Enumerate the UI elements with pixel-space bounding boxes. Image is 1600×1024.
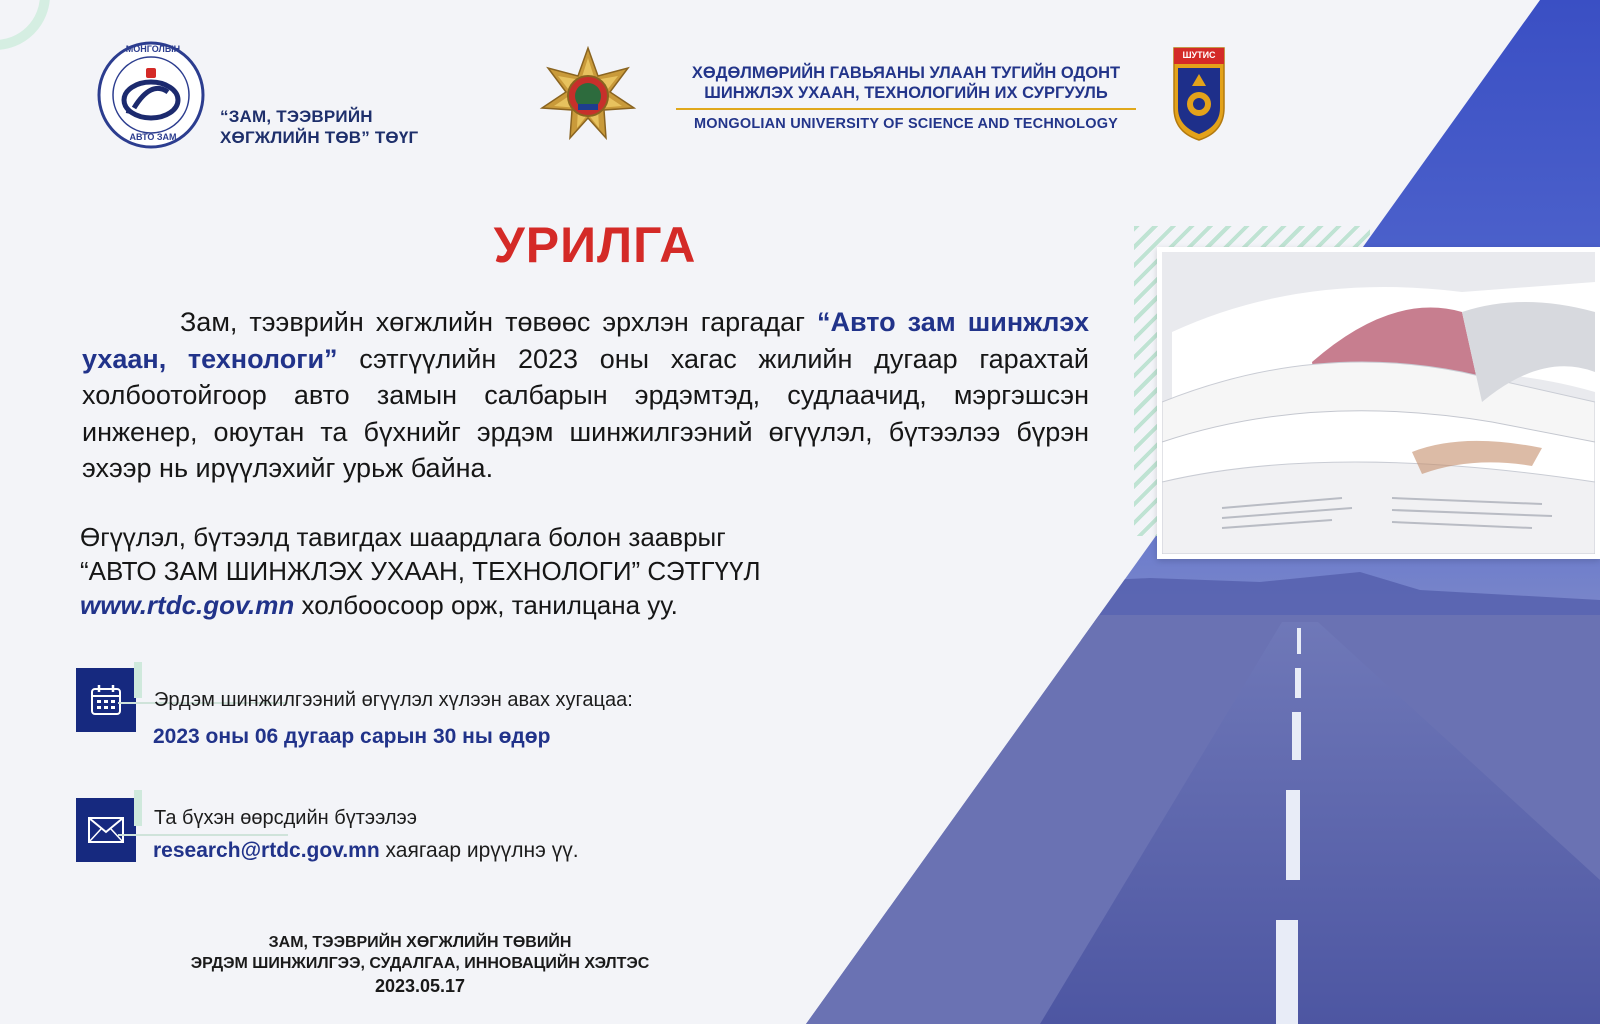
requirements-block [80,520,860,622]
university-line2: ШИНЖЛЭХ УХААН, ТЕХНОЛОГИЙН ИХ СУРГУУЛЬ [704,84,1108,102]
order-medal-icon [536,46,640,142]
magazines-image [1162,252,1595,554]
submission-rest: хаягаар ирүүлнэ үү. [379,839,579,862]
submission-email[interactable]: research@rtdc.gov.mn [153,839,380,862]
submission-divider [118,834,288,836]
submission-icon-box [76,798,136,862]
logo-ring-text-top: МОНГОЛЫН [125,44,181,54]
submission-label: Та бүхэн өөрсдийн бүтээлээ [154,807,417,829]
university-title [676,63,1136,133]
envelope-icon [87,816,125,844]
requirements-line2: “АВТО ЗАМ ШИНЖЛЭХ УХААН, ТЕХНОЛОГИ” СЭТГҮҮЛ [80,556,761,586]
shield-label: ШУТИС [1182,50,1216,60]
paragraph-part1: Зам, тээврийн хөгжлийн төвөөс эрхлэн гаргадаг [180,307,818,337]
footer-date: 2023.05.17 [374,976,466,996]
journal-name: “Авто зам шинжлэх ухаан, технологи” [82,307,1089,374]
university-line3: MONGOLIAN UNIVERSITY OF SCIENCE AND TECHNOLOGY [693,116,1119,132]
footer [150,932,690,998]
website-link[interactable]: www.rtdc.gov.mn [80,590,295,620]
rtdc-caption [220,106,480,148]
deadline-accent [134,662,142,698]
footer-line1: ЗАМ, ТЭЭВРИЙН ХӨГЖЛИЙН ТӨВИЙН [268,934,572,951]
page-title: УРИЛГА [493,217,697,273]
university-rule [676,108,1136,110]
magazines-photo [1157,247,1600,559]
submission-value [153,838,579,864]
requirements-line3 [80,588,860,622]
deadline-date: 2023 оны 06 дугаар сарын 30 ны өдөр [153,725,551,748]
invitation-paragraph [82,304,1089,487]
deadline-label: Эрдэм шинжилгээний өгүүлэл хүлээн авах хугацаа: [154,689,633,711]
logo-ring-text-bottom: АВТО ЗАМ [129,132,177,142]
calendar-icon [89,683,123,717]
submission-accent [134,790,142,826]
university-line1: ХӨДӨЛМӨРИЙН ГАВЬЯАНЫ УЛААН ТУГИЙН ОДОНТ [691,64,1121,82]
paragraph-part2: сэтгүүлийн 2023 оны хагас жилийн дугаар гарахтай холбоотойгоор авто замын салбарын эрдэмтэд, судлаачид, мэргэшсэн инженер, оюутан та бүхнийг эрдэм шинжилгээний өгүүлэл, бүтээлээ бүрэн эхээр нь ирүүлэхийг урьж байна. [82,343,1089,483]
footer-line2: ЭРДЭМ ШИНЖИЛГЭЭ, СУДАЛГАА, ИННОВАЦИЙН ХЭЛТЭС [190,955,650,972]
deadline-value [153,724,550,750]
deadline-icon-box [76,668,136,732]
rtdc-caption-line2: ХӨГЖЛИЙН ТӨВ” ТӨҮГ [220,128,419,147]
requirements-line1: Өгүүлэл, бүтээлд тавигдах шаардлага болон зааврыг [80,522,726,552]
rtdc-caption-line1: “ЗАМ, ТЭЭВРИЙН [220,107,373,126]
requirements-line3-rest: холбоосоор орж, танилцана уу. [294,590,678,620]
